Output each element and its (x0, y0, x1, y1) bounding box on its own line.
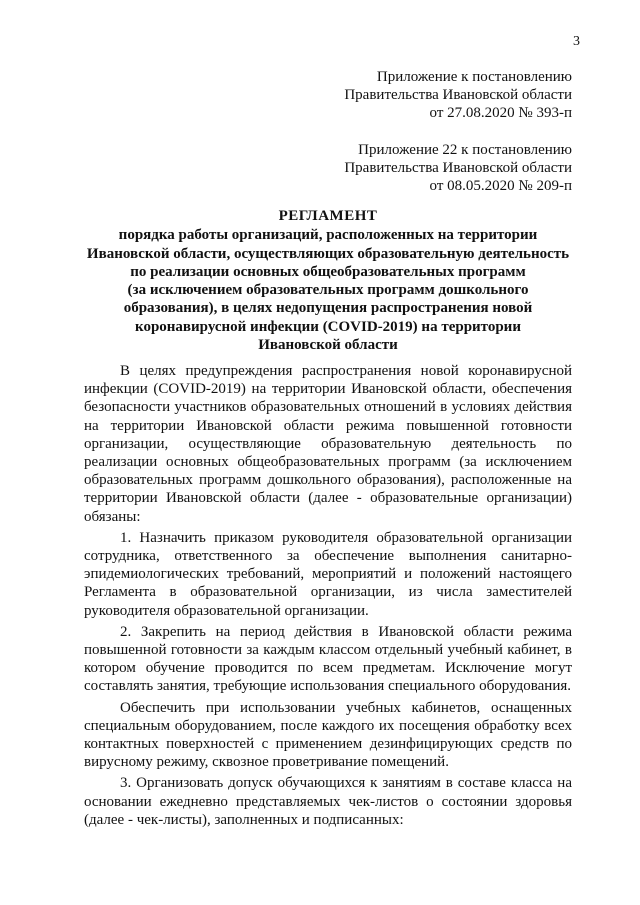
body-paragraph-item-2-cont: Обеспечить при использовании учебных кабинетов, оснащенных специальным оборудованием, после каждого их посещения обработку всех контактных поверхностей с применением дезинфицирующих средств по вирусному режиму, сквозное проветривание помещений. (84, 699, 572, 771)
title-line: Ивановской области (258, 337, 398, 354)
title-line: (за исключением образовательных программ дошкольного (127, 282, 529, 299)
title-main: РЕГЛАМЕНТ (278, 208, 378, 224)
body-paragraph-item-1: 1. Назначить приказом руководителя образовательной организации сотрудника, ответственного за обеспечение выполнения санитарно-эпидемиологических требований, мероприятий и положений настоящего Регламента в образовательной организации, из числа заместителей руководителя образовательной организации. (84, 529, 572, 619)
title-line: коронавирусной инфекции (COVID-2019) на территории (135, 318, 521, 335)
document-body (84, 362, 572, 829)
appendix-header-line: от 27.08.2020 № 393-п (429, 105, 572, 121)
body-paragraph-item-2: 2. Закрепить на период действия в Ивановской области режима повышенной готовности за каждым классом отдельный учебный кабинет, в котором обучение проводится по всем предметам. Исключение могут составлять занятия, требующие использования специального оборудования. (84, 623, 572, 695)
title-line: образования), в целях недопущения распространения новой (123, 300, 533, 317)
appendix-header-line: Правительства Ивановской области (344, 87, 572, 103)
title-line: по реализации основных общеобразовательных программ (130, 263, 526, 280)
appendix-header-line: от 08.05.2020 № 209-п (429, 178, 572, 194)
appendix-header-previous (300, 141, 572, 195)
appendix-header-line: Правительства Ивановской области (344, 160, 572, 176)
title-line: Ивановской области, осуществляющих образовательную деятельность (86, 245, 570, 262)
appendix-header-line: Приложение к постановлению (376, 69, 572, 85)
document-title (84, 207, 572, 354)
appendix-header-line: Приложение 22 к постановлению (358, 142, 572, 158)
body-paragraph-item-3: 3. Организовать допуск обучающихся к занятиям в составе класса на основании ежедневно представляемых чек-листов о состоянии здоровья (далее - чек-листы), заполненных и подписанных: (84, 775, 572, 828)
appendix-header-current (300, 68, 572, 122)
page-number: 3 (573, 34, 580, 49)
body-paragraph-intro: В целях предупреждения распространения новой коронавирусной инфекции (COVID-2019) на территории Ивановской области, обеспечения безопасности участников образовательных отношений в условиях действия на территории Ивановской области режима повышенной готовности организации, осуществляющие образовательную деятельность по реализации основных общеобразовательных программ (за исключением образовательных программ дошкольного образования), расположенные на территории Ивановской области (далее - образовательные организации) обязаны: (84, 363, 572, 525)
title-line: порядка работы организаций, расположенных на территории (118, 227, 538, 244)
